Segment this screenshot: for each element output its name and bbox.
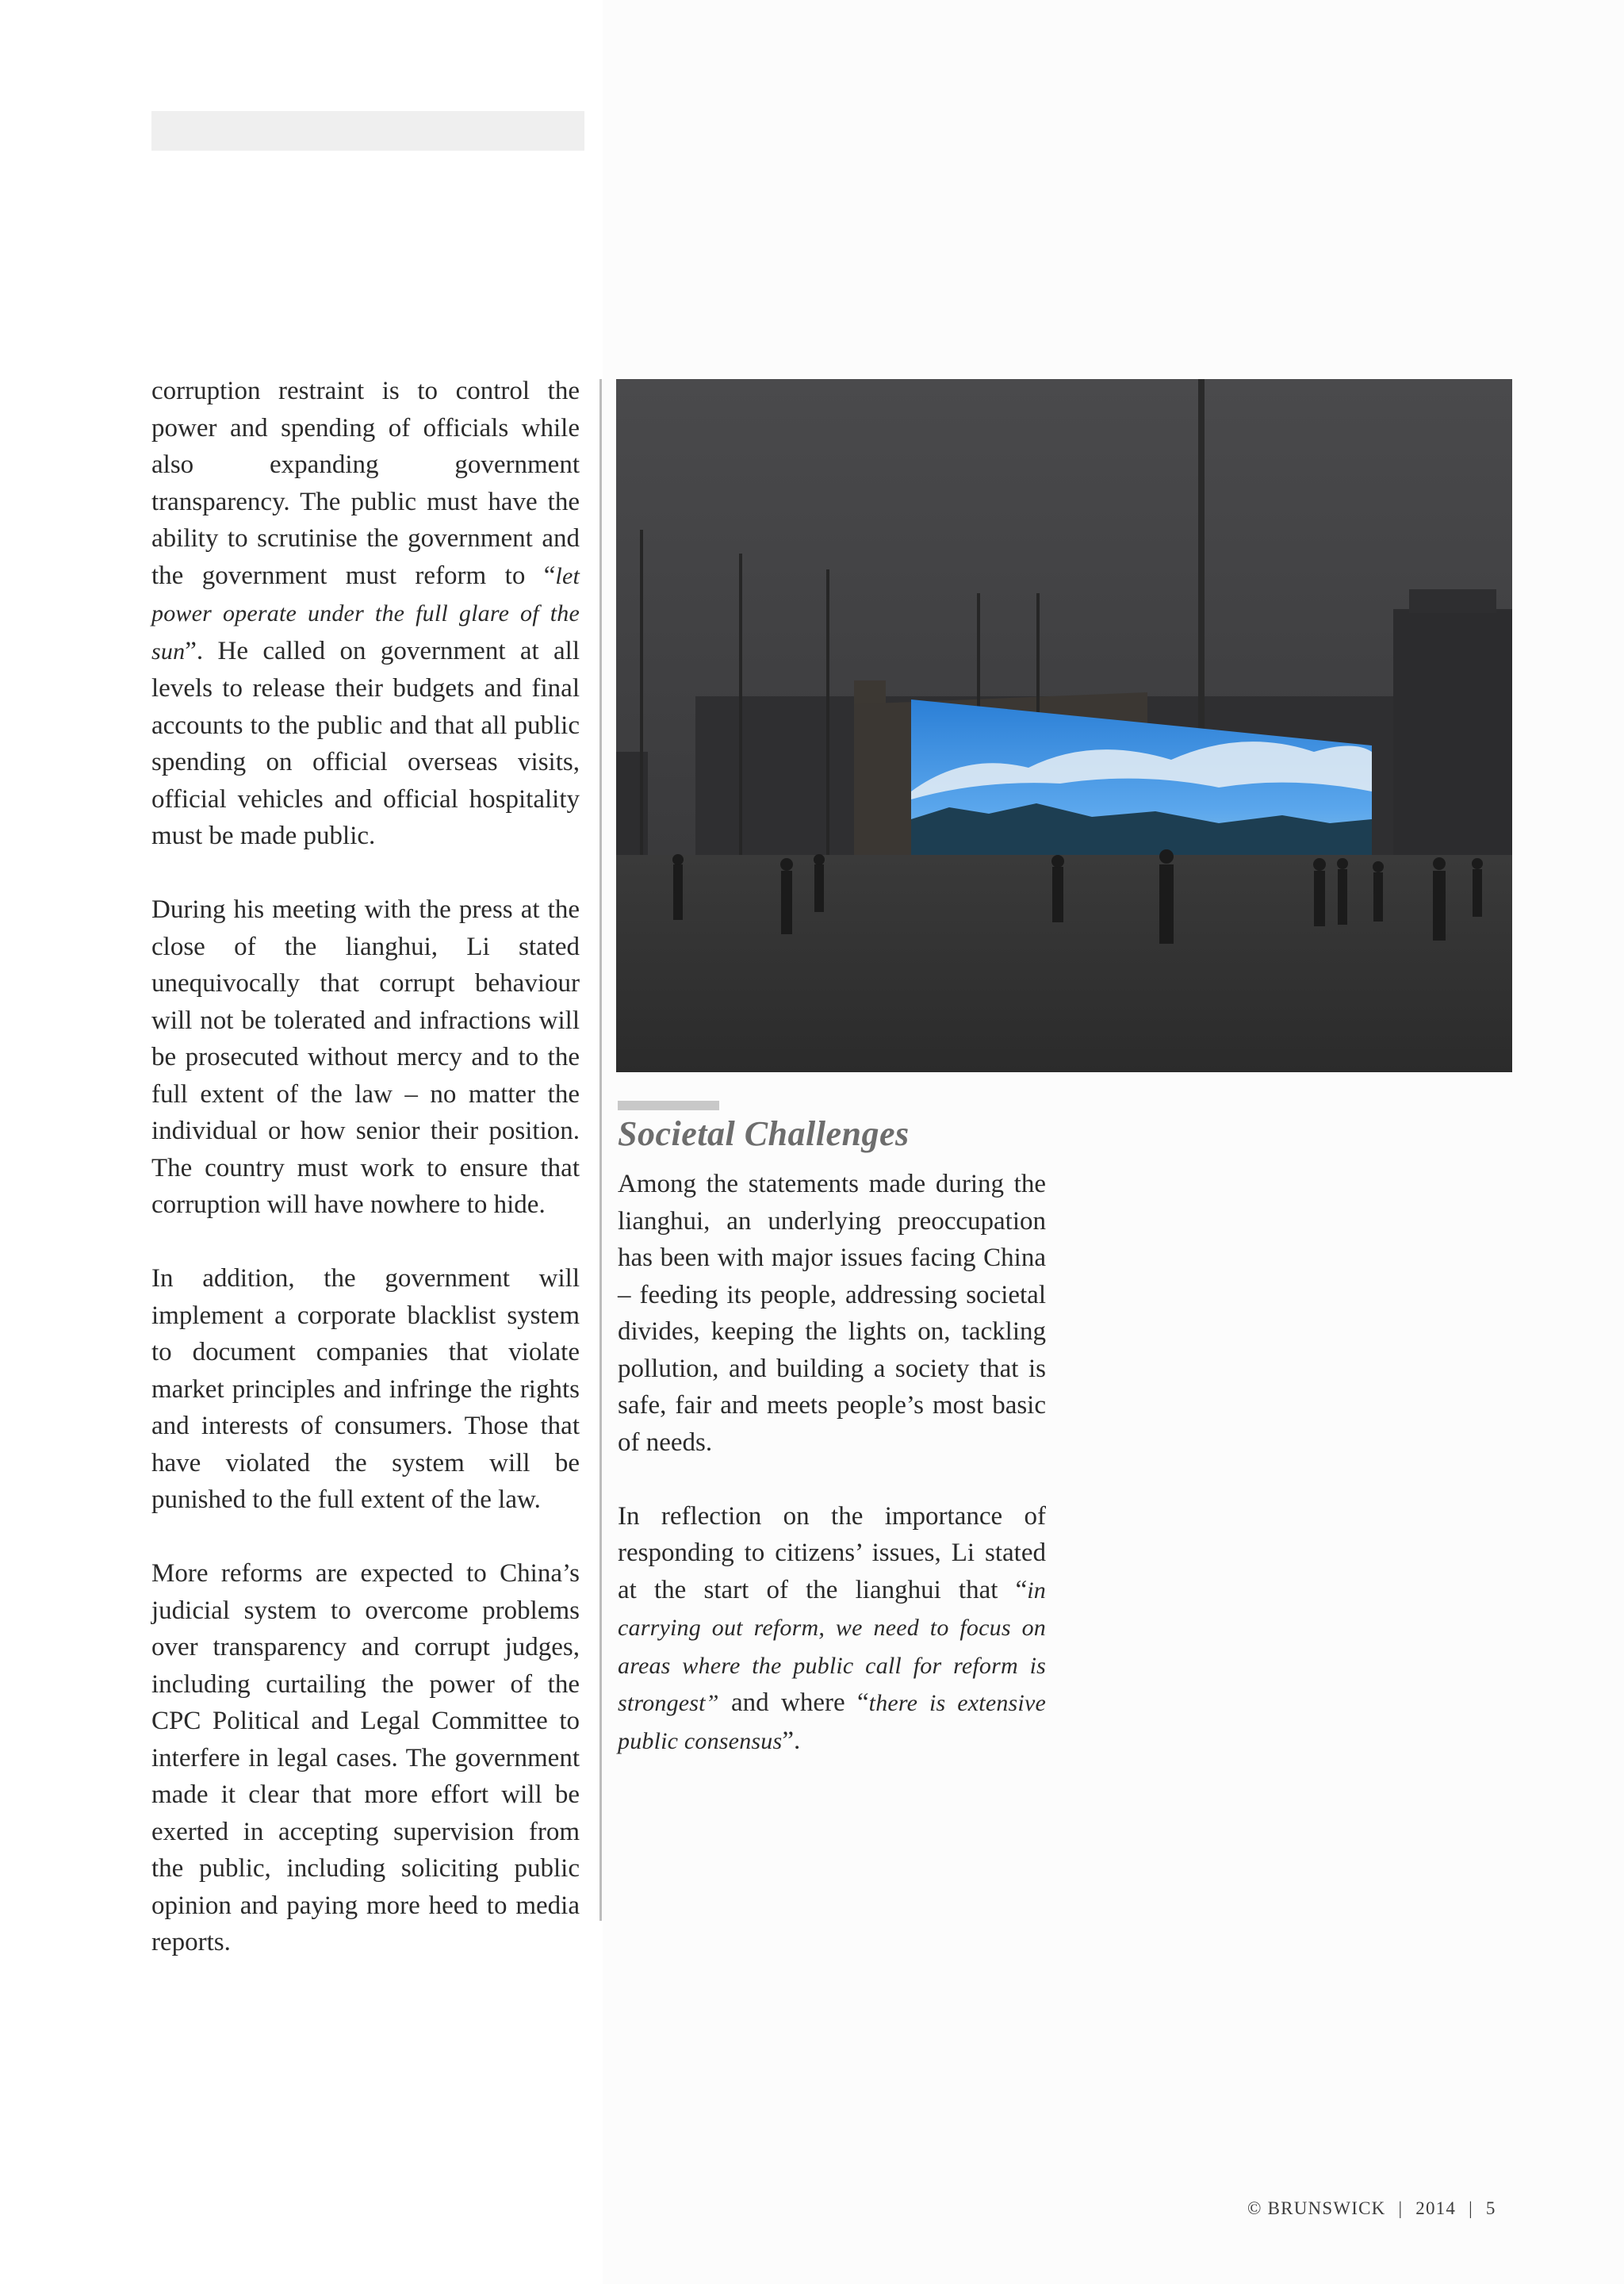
footer-copyright: © BRUNSWICK	[1247, 2198, 1386, 2218]
quote: let power operate under the full glare of the sun	[151, 562, 580, 665]
section-heading: Societal Challenges	[618, 1114, 910, 1153]
page-number: 5	[1485, 2198, 1496, 2218]
quote: there is extensive public consensus	[618, 1690, 1046, 1754]
quote: in carrying out reform, we need to focus on areas where the public call for reform is strongest”	[618, 1577, 1046, 1716]
paragraph: During his meeting with the press at the close of the lianghui, Li stated unequivocally that corrupt behaviour will not be tolerated and infractions will be prosecuted without mercy and to the full extent of the law – no matter the individual or how senior their position. The country must work to ensure that corruption will have nowhere to hide.	[151, 895, 580, 1219]
paragraph: corruption restraint is to control the power and spending of officials while also expanding government transparency. The public must have the ability to scrutinise the government and the government must reform to “let power operate under the full glare of the sun”. He called on government at all levels to release their budgets and final accounts to the public and that all public spending on official overseas visits, official vehicles and official hospitality must be made public.	[151, 377, 580, 850]
middle-text-column	[618, 1166, 1046, 1760]
footer-year: 2014	[1415, 2198, 1457, 2218]
column-divider	[599, 379, 602, 1921]
section-rule	[618, 1101, 719, 1110]
footer-separator: |	[1398, 2198, 1404, 2218]
left-text-column	[151, 373, 580, 1961]
tiananmen-screen-photo	[616, 379, 1512, 1072]
page-footer	[1247, 2198, 1496, 2219]
paragraph: Among the statements made during the lianghui, an underlying preoccupation has been with major issues facing China – feeding its people, addressing societal divides, keeping the lights on, tackling pollution, and building a society that is safe, fair and meets people’s most basic of needs.	[618, 1170, 1046, 1457]
footer-separator: |	[1469, 2198, 1473, 2218]
paragraph: In addition, the government will implement a corporate blacklist system to document companies that violate market principles and infringe the rights and interests of consumers. Those that have violated the system will be punished to the full extent of the law.	[151, 1264, 580, 1514]
header-placeholder-bar	[151, 111, 584, 151]
paragraph: More reforms are expected to China’s judicial system to overcome problems over transparency and corrupt judges, including curtailing the power of the CPC Political and Legal Committee to interfere in legal cases. The government made it clear that more effort will be exerted in accepting supervision from the public, including soliciting public opinion and paying more heed to media reports.	[151, 1559, 580, 1956]
paragraph: In reflection on the importance of responding to citizens’ issues, Li stated at the start of the lianghui that “in carrying out reform, we need to focus on areas where the public call for reform is strongest” and where “there is extensive public consensus”.	[618, 1501, 1046, 1755]
